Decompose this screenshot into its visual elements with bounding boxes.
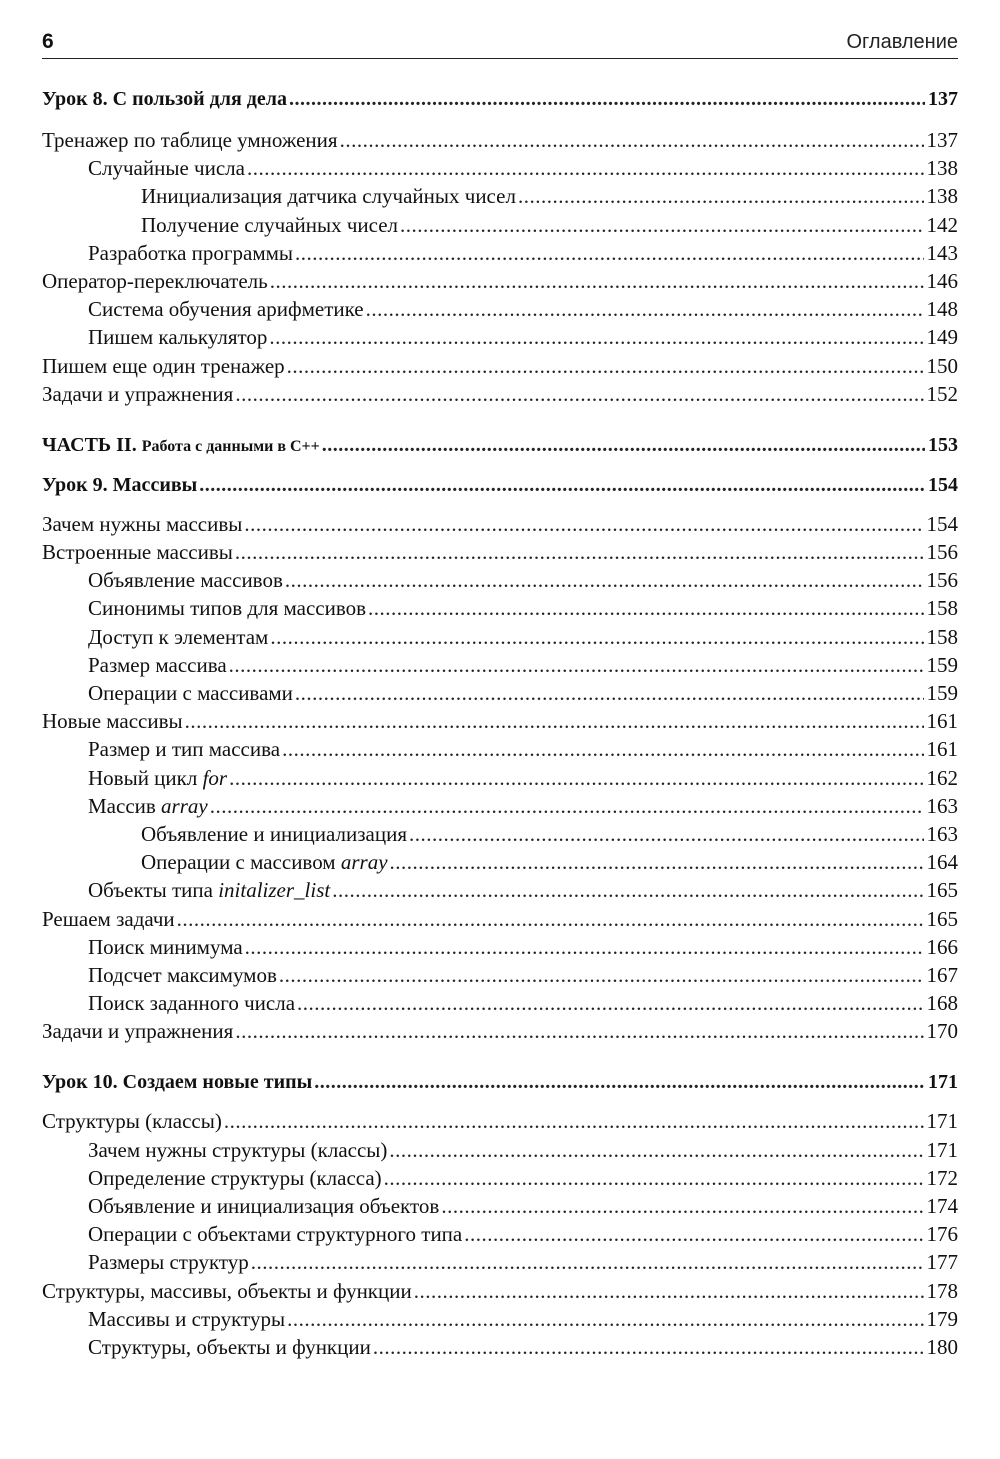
toc-entry-title: Операции с массивами <box>88 681 293 705</box>
dot-leader <box>287 1305 923 1333</box>
toc-entry-text: Операции с массивом <box>141 850 336 875</box>
toc-entry-title: Структуры (классы) <box>42 1109 222 1134</box>
code-term: for <box>202 765 228 790</box>
toc-entry[interactable] <box>42 1192 958 1220</box>
toc-page-number: 167 <box>926 962 958 987</box>
dot-leader <box>269 323 923 351</box>
toc-entry-title: Зачем нужны структуры (классы) <box>88 1137 388 1162</box>
toc-page-number: 161 <box>926 737 958 762</box>
toc-entry-title: Размер и тип массива <box>88 737 281 762</box>
toc-entry[interactable] <box>42 126 958 154</box>
dot-leader <box>279 961 924 989</box>
dot-leader <box>247 154 924 182</box>
toc-entry[interactable] <box>42 707 958 735</box>
toc-entry-title: Решаем задачи <box>42 906 175 931</box>
dot-leader <box>235 538 924 566</box>
dot-leader <box>414 1277 924 1305</box>
dot-leader <box>297 989 923 1017</box>
toc-entry-title <box>141 848 390 876</box>
toc-entry-title: Задачи и упражнения <box>42 1019 234 1044</box>
dot-leader <box>340 126 924 154</box>
dot-leader <box>229 651 924 679</box>
toc-entry[interactable] <box>42 876 958 904</box>
toc-page-number: 158 <box>926 624 958 649</box>
toc-entry-title: Пишем еще один тренажер <box>42 353 285 378</box>
toc-entry-title: Инициализация датчика случайных чисел <box>141 184 516 209</box>
dot-leader <box>210 792 924 820</box>
dot-leader <box>224 1107 924 1135</box>
toc-entry[interactable] <box>42 623 958 651</box>
toc-entry-title: Объявление и инициализация <box>141 821 407 846</box>
code-term: array <box>340 850 388 875</box>
toc-entry[interactable] <box>42 1017 958 1045</box>
toc-entry[interactable] <box>42 211 958 239</box>
toc-entry-title: Подсчет максимумов <box>88 962 277 987</box>
toc-entry[interactable] <box>42 1277 958 1305</box>
toc-entry-title: Объявление массивов <box>88 568 283 593</box>
toc-lesson-title: Урок 9. Массивы <box>42 473 198 496</box>
toc-page-number: 138 <box>926 184 958 209</box>
toc-page-number: 180 <box>926 1334 958 1359</box>
dot-leader <box>270 623 923 651</box>
toc-page-number: 143 <box>926 240 958 265</box>
toc-page-number: 138 <box>926 156 958 181</box>
dot-leader <box>384 1164 924 1192</box>
toc-entry[interactable] <box>42 1248 958 1276</box>
toc-page-number: 153 <box>928 433 958 456</box>
dot-leader <box>314 1067 925 1097</box>
toc-entry-title: Поиск минимума <box>88 934 243 959</box>
dot-leader <box>229 764 923 792</box>
dot-leader <box>322 430 925 460</box>
running-section-title: Оглавление <box>846 31 958 53</box>
page-number: 6 <box>42 30 54 53</box>
toc-lesson-heading[interactable] <box>42 470 958 500</box>
toc-page-number: 176 <box>926 1222 958 1247</box>
toc-page-number: 165 <box>926 878 958 903</box>
toc-part-title <box>42 430 322 462</box>
toc-entry[interactable] <box>42 267 958 295</box>
part-label: ЧАСТЬ II. <box>42 433 137 456</box>
dot-leader <box>199 470 925 500</box>
toc-entry-title: Пишем калькулятор <box>88 325 268 350</box>
dot-leader <box>373 1333 924 1361</box>
toc-entry-title: Размер массива <box>88 652 227 677</box>
toc-entry-title: Встроенные массивы <box>42 540 233 565</box>
toc-entry-text: Массив <box>88 793 156 818</box>
toc-page-number: 158 <box>926 596 958 621</box>
toc-entry[interactable] <box>42 820 958 848</box>
toc-entry[interactable] <box>42 566 958 594</box>
toc-entry[interactable] <box>42 323 958 351</box>
dot-leader <box>244 510 923 538</box>
toc-entry[interactable] <box>42 295 958 323</box>
toc-page-number: 156 <box>926 540 958 565</box>
toc-entry-title: Получение случайных чисел <box>141 212 398 237</box>
dot-leader <box>366 295 924 323</box>
toc-entry-title: Определение структуры (класса) <box>88 1165 382 1190</box>
toc-entry[interactable] <box>42 182 958 210</box>
toc-page-number: 152 <box>926 381 958 406</box>
dot-leader <box>441 1192 923 1220</box>
toc-page-number: 159 <box>926 681 958 705</box>
table-of-contents <box>42 84 958 1361</box>
toc-entry-title: Массивы и структуры <box>88 1306 286 1331</box>
toc-entry[interactable] <box>42 594 958 622</box>
toc-lesson-title: Урок 8. С пользой для дела <box>42 88 287 110</box>
toc-lesson-heading[interactable] <box>42 84 958 114</box>
running-header <box>42 28 958 59</box>
toc-page-number: 174 <box>926 1194 958 1218</box>
toc-entry-title: Разработка программы <box>88 240 294 265</box>
toc-entry-title <box>88 792 210 820</box>
toc-entry-title: Поиск заданного числа <box>88 991 296 1016</box>
toc-entry[interactable] <box>42 154 958 182</box>
toc-page-number: 170 <box>926 1019 958 1044</box>
code-term: array <box>161 793 208 818</box>
toc-entry[interactable] <box>42 239 958 267</box>
toc-entry-title: Новые массивы <box>42 709 183 734</box>
toc-entry-title: Тренажер по таблице умножения <box>42 128 338 152</box>
toc-entry[interactable] <box>42 679 958 707</box>
toc-entry[interactable] <box>42 380 958 408</box>
toc-page-number: 164 <box>926 850 958 875</box>
toc-entry[interactable] <box>42 1107 958 1135</box>
toc-page-number: 154 <box>928 473 958 496</box>
toc-entry[interactable] <box>42 538 958 566</box>
toc-page-number: 163 <box>926 821 958 846</box>
dot-leader <box>185 707 924 735</box>
toc-entry[interactable] <box>42 1333 958 1361</box>
toc-entry-title: Структуры, массивы, объекты и функции <box>42 1278 412 1303</box>
dot-leader <box>400 211 924 239</box>
toc-page-number: 150 <box>926 353 958 378</box>
toc-page-number: 177 <box>926 1250 958 1275</box>
toc-entry-text: Объекты типа <box>88 878 213 903</box>
dot-leader <box>368 594 923 622</box>
toc-page-number: 148 <box>926 297 958 322</box>
toc-page-number: 171 <box>928 1071 958 1094</box>
toc-entry-title: Оператор-переключатель <box>42 268 268 293</box>
dot-leader <box>235 380 923 408</box>
toc-page-number: 137 <box>928 88 958 110</box>
dot-leader <box>282 735 923 763</box>
toc-entry[interactable] <box>42 510 958 538</box>
toc-entry-title: Случайные числа <box>88 156 245 181</box>
toc-page-number: 137 <box>926 128 958 152</box>
toc-page-number: 172 <box>926 1165 958 1190</box>
toc-entry[interactable] <box>42 1136 958 1164</box>
dot-leader <box>177 905 924 933</box>
toc-entry-text: Новый цикл <box>88 765 198 790</box>
toc-entry-title: Размеры структур <box>88 1250 249 1275</box>
toc-entry[interactable] <box>42 764 958 792</box>
dot-leader <box>464 1220 923 1248</box>
toc-lesson-heading[interactable] <box>42 1067 958 1097</box>
dot-leader <box>251 1248 924 1276</box>
toc-page-number: 142 <box>926 212 958 237</box>
toc-entry[interactable] <box>42 1305 958 1333</box>
toc-entry-title: Операции с объектами структурного типа <box>88 1222 463 1247</box>
dot-leader <box>295 239 923 267</box>
toc-entry-title <box>88 876 332 904</box>
part-name: Работа с данными в C++ <box>141 437 320 455</box>
toc-page-number: 162 <box>926 765 958 790</box>
toc-page-number: 171 <box>926 1109 958 1134</box>
toc-page-number: 154 <box>926 511 958 536</box>
toc-entry-title: Зачем нужны массивы <box>42 511 243 536</box>
toc-lesson-title: Урок 10. Создаем новые типы <box>42 1071 313 1094</box>
toc-page-number: 171 <box>926 1137 958 1162</box>
toc-page-number: 163 <box>926 793 958 818</box>
toc-entry[interactable] <box>42 352 958 380</box>
toc-entry[interactable] <box>42 735 958 763</box>
dot-leader <box>332 876 923 904</box>
dot-leader <box>389 1136 923 1164</box>
toc-part-heading[interactable] <box>42 430 958 460</box>
dot-leader <box>409 820 924 848</box>
toc-entry[interactable] <box>42 905 958 933</box>
dot-leader <box>270 267 924 295</box>
dot-leader <box>245 933 924 961</box>
toc-page-number: 168 <box>926 991 958 1016</box>
toc-page-number: 156 <box>926 568 958 593</box>
dot-leader <box>289 84 925 114</box>
toc-entry[interactable] <box>42 848 958 876</box>
toc-entry[interactable] <box>42 1164 958 1192</box>
toc-page-number: 159 <box>926 652 958 677</box>
toc-entry[interactable] <box>42 792 958 820</box>
toc-page-number: 179 <box>926 1306 958 1331</box>
toc-entry[interactable] <box>42 933 958 961</box>
dot-leader <box>287 352 924 380</box>
toc-entry-title: Задачи и упражнения <box>42 381 234 406</box>
toc-entry-title: Система обучения арифметике <box>88 297 364 322</box>
toc-page-number: 166 <box>926 934 958 959</box>
toc-entry[interactable] <box>42 989 958 1017</box>
toc-entry-title: Объявление и инициализация объектов <box>88 1194 440 1218</box>
toc-page-number: 146 <box>926 268 958 293</box>
toc-entry-title: Структуры, объекты и функции <box>88 1334 371 1359</box>
toc-entry[interactable] <box>42 961 958 989</box>
toc-page-number: 161 <box>926 709 958 734</box>
dot-leader <box>518 182 924 210</box>
toc-entry-title: Синонимы типов для массивов <box>88 596 367 621</box>
toc-page-number: 178 <box>926 1278 958 1303</box>
dot-leader <box>285 566 924 594</box>
toc-page-number: 149 <box>926 325 958 350</box>
toc-entry-title <box>88 764 229 792</box>
toc-page-number: 165 <box>926 906 958 931</box>
toc-entry[interactable] <box>42 651 958 679</box>
dot-leader <box>390 848 924 876</box>
dot-leader <box>295 679 924 707</box>
dot-leader <box>235 1017 923 1045</box>
code-term: initalizer_list <box>218 878 331 903</box>
toc-entry[interactable] <box>42 1220 958 1248</box>
toc-entry-title: Доступ к элементам <box>88 624 269 649</box>
